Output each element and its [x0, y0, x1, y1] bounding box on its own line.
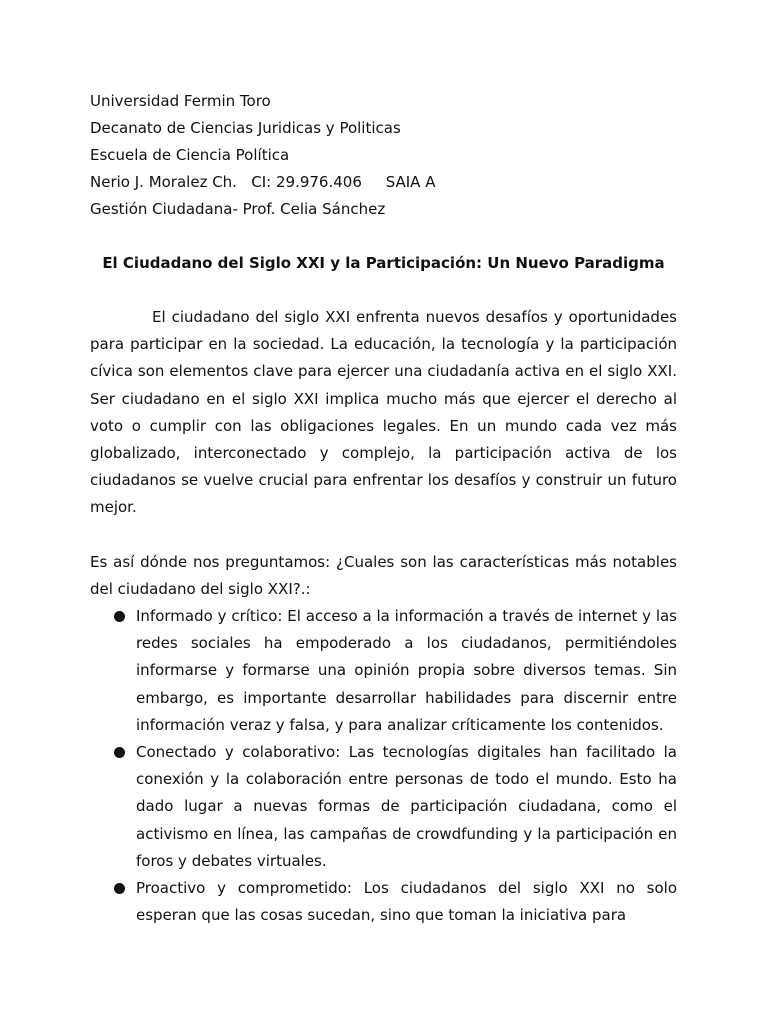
- bullet-icon: [114, 883, 125, 894]
- bullet-icon: [114, 747, 125, 758]
- intro-paragraph: El ciudadano del siglo XXI enfrenta nuevos desafíos y oportunidades para participar en la sociedad. La educación, la tecnología y la participación cívica son elementos clave para ejercer una ciudadanía activa en el siglo XXI. Ser ciudadano en el siglo XXI implica mucho más que ejercer el derecho al voto o cumplir con las obligaciones legales. En un mundo cada vez más globalizado, interconectado y complejo, la participación activa de los ciudadanos se vuelve crucial para enfrentar los desafíos y construir un futuro mejor.: [90, 308, 677, 517]
- university-name: Universidad Fermin Toro: [90, 92, 271, 110]
- faculty-name: Decanato de Ciencias Juridicas y Politicas: [90, 119, 401, 137]
- question-paragraph: Es así dónde nos preguntamos: ¿Cuales son las características más notables del ciudadano del siglo XXI?.:: [90, 552, 677, 598]
- document-title: El Ciudadano del Siglo XXI y la Participación: Un Nuevo Paradigma: [102, 254, 665, 272]
- list-item: [90, 875, 677, 929]
- list-item: [90, 739, 677, 875]
- student-info: Nerio J. Moralez Ch. CI: 29.976.406 SAIA A: [90, 173, 436, 191]
- characteristics-list: [90, 603, 677, 929]
- list-item-text: Conectado y colaborativo: Las tecnologías digitales han facilitado la conexión y la colaboración entre personas de todo el mundo. Esto ha dado lugar a nuevas formas de participación ciudadana, como el activismo en línea, las campañas de crowdfunding y la participación en foros y debates virtuales.: [136, 743, 677, 870]
- course-info: Gestión Ciudadana- Prof. Celia Sánchez: [90, 200, 386, 218]
- list-item-text: Proactivo y comprometido: Los ciudadanos del siglo XXI no solo esperan que las cosas sucedan, sino que toman la iniciativa para: [136, 879, 677, 925]
- school-name: Escuela de Ciencia Política: [90, 146, 290, 164]
- list-item-text: Informado y crítico: El acceso a la información a través de internet y las redes sociales ha empoderado a los ciudadanos, permitiéndoles informarse y formarse una opinión propia sobre diversos temas. Sin embargo, es importante desarrollar habilidades para discernir entre información veraz y falsa, y para analizar críticamente los contenidos.: [136, 607, 677, 734]
- document-page: [90, 88, 677, 929]
- bullet-icon: [114, 611, 125, 622]
- list-item: [90, 603, 677, 739]
